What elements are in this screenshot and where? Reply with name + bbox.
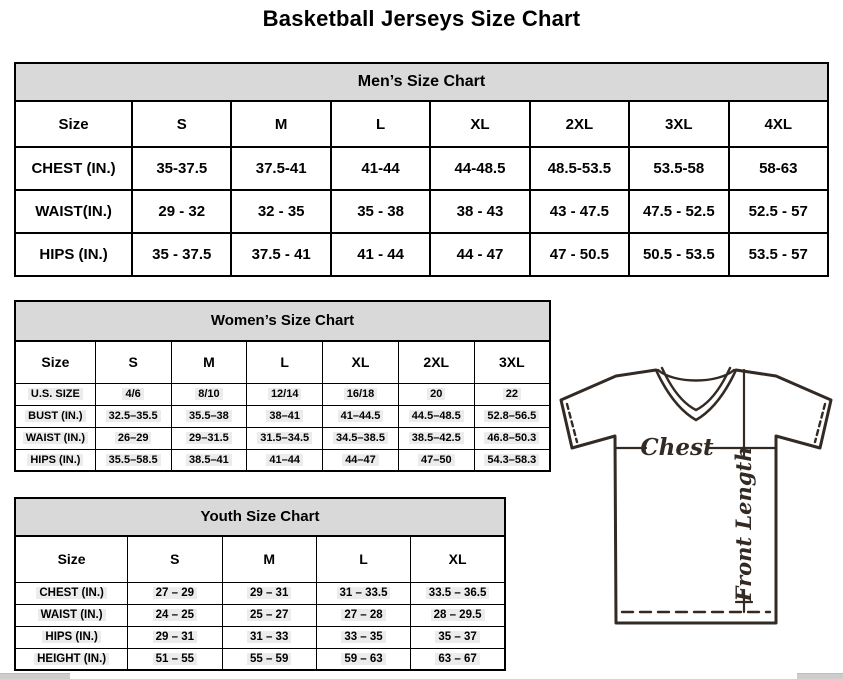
size-cell [171, 449, 247, 471]
cell-text: 59 – 63 [341, 653, 385, 665]
size-cell [411, 626, 505, 648]
cell-text: 41–44.5 [338, 410, 384, 422]
cell-text: WAIST (IN.) [23, 432, 88, 444]
size-cell: 41 - 44 [331, 233, 430, 276]
cell-text: 29 – 31 [247, 587, 291, 599]
size-column-header: Size [15, 536, 128, 582]
jersey-outline [561, 370, 831, 623]
size-cell: 44-48.5 [430, 147, 529, 190]
column-header: 4XL [729, 101, 829, 147]
cell-text: 29 – 31 [153, 631, 197, 643]
cell-text: 41–44 [266, 454, 303, 466]
cell-text: 38.5–42.5 [409, 432, 464, 444]
page-title: Basketball Jerseys Size Chart [262, 6, 581, 31]
cell-text: 38–41 [266, 410, 303, 422]
row-label [15, 427, 95, 449]
cell-text: 25 – 27 [247, 609, 291, 621]
cell-text: 22 [503, 388, 521, 400]
size-cell [128, 582, 222, 604]
size-cell [171, 405, 247, 427]
column-header: 2XL [530, 101, 629, 147]
column-header: S [132, 101, 231, 147]
cell-text: 27 – 28 [341, 609, 385, 621]
cell-text: 44–47 [342, 454, 379, 466]
cell-text: HEIGHT (IN.) [34, 653, 109, 665]
cell-text: 20 [427, 388, 445, 400]
size-cell: 37.5-41 [231, 147, 330, 190]
row-label [15, 582, 128, 604]
size-cell [95, 449, 171, 471]
row-label [15, 626, 128, 648]
youth-chart-title: Youth Size Chart [14, 497, 506, 535]
cell-text: CHEST (IN.) [36, 587, 107, 599]
size-cell [95, 405, 171, 427]
column-header: 3XL [474, 341, 550, 383]
table-row [15, 233, 828, 276]
size-cell [398, 427, 474, 449]
size-cell: 38 - 43 [430, 190, 529, 233]
size-cell [474, 383, 550, 405]
size-cell: 35 - 38 [331, 190, 430, 233]
size-cell [398, 383, 474, 405]
horizontal-scrollbar-fragment-right[interactable] [797, 673, 843, 679]
size-cell [316, 648, 410, 670]
cell-text: BUST (IN.) [25, 410, 85, 422]
cell-text: WAIST (IN.) [38, 609, 106, 621]
mens-size-chart-section [14, 62, 829, 277]
size-cell [474, 405, 550, 427]
table-row [15, 604, 505, 626]
size-cell [398, 405, 474, 427]
womens-size-table [14, 340, 551, 472]
cell-text: 54.3–58.3 [484, 454, 539, 466]
size-cell: 43 - 47.5 [530, 190, 629, 233]
size-cell [474, 427, 550, 449]
size-cell [247, 449, 323, 471]
cell-text: HIPS (IN.) [27, 454, 83, 466]
size-cell [323, 405, 399, 427]
column-header: L [247, 341, 323, 383]
cell-text: 35.5–58.5 [106, 454, 161, 466]
table-row [15, 190, 828, 233]
row-label: WAIST(IN.) [15, 190, 132, 233]
size-cell [247, 405, 323, 427]
table-row [15, 449, 550, 471]
horizontal-scrollbar-fragment-left[interactable] [0, 673, 70, 679]
cell-text: 33 – 35 [341, 631, 385, 643]
size-cell [222, 582, 316, 604]
size-cell: 41-44 [331, 147, 430, 190]
size-cell [316, 582, 410, 604]
jersey-diagram-svg [556, 362, 841, 662]
column-header: 2XL [398, 341, 474, 383]
row-label [15, 449, 95, 471]
table-row [15, 405, 550, 427]
size-cell [128, 604, 222, 626]
front-length-label: Front Length [731, 446, 756, 602]
row-label: HIPS (IN.) [15, 233, 132, 276]
column-header: S [95, 341, 171, 383]
row-label: CHEST (IN.) [15, 147, 132, 190]
column-header: M [231, 101, 330, 147]
size-cell: 47 - 50.5 [530, 233, 629, 276]
header-row [15, 341, 550, 383]
column-header: L [316, 536, 410, 582]
size-cell [128, 648, 222, 670]
size-cell [171, 427, 247, 449]
size-cell: 50.5 - 53.5 [629, 233, 728, 276]
size-cell: 53.5 - 57 [729, 233, 829, 276]
size-cell: 44 - 47 [430, 233, 529, 276]
column-header: XL [323, 341, 399, 383]
column-header: L [331, 101, 430, 147]
size-cell [323, 383, 399, 405]
cell-text: 51 – 55 [153, 653, 197, 665]
cell-text: 26–29 [115, 432, 152, 444]
size-cell [398, 449, 474, 471]
table-row [15, 383, 550, 405]
cell-text: 27 – 29 [153, 587, 197, 599]
cell-text: 47–50 [418, 454, 455, 466]
size-cell: 29 - 32 [132, 190, 231, 233]
column-header: M [222, 536, 316, 582]
header-row [15, 101, 828, 147]
cell-text: 55 – 59 [247, 653, 291, 665]
cell-text: 12/14 [268, 388, 302, 400]
column-header: 3XL [629, 101, 728, 147]
cell-text: 34.5–38.5 [333, 432, 388, 444]
size-cell [316, 626, 410, 648]
table-row [15, 626, 505, 648]
size-cell [247, 427, 323, 449]
table-row [15, 582, 505, 604]
size-cell: 37.5 - 41 [231, 233, 330, 276]
youth-size-table [14, 535, 506, 671]
cell-text: 31 – 33.5 [337, 587, 391, 599]
cell-text: 32.5–35.5 [106, 410, 161, 422]
size-column-header: Size [15, 101, 132, 147]
size-cell [171, 383, 247, 405]
size-cell [411, 648, 505, 670]
size-cell [411, 604, 505, 626]
size-cell: 48.5-53.5 [530, 147, 629, 190]
cell-text: 28 – 29.5 [431, 609, 485, 621]
cell-text: 31 – 33 [247, 631, 291, 643]
size-cell: 32 - 35 [231, 190, 330, 233]
cell-text: 52.8–56.5 [484, 410, 539, 422]
table-row [15, 147, 828, 190]
row-label [15, 405, 95, 427]
size-cell [323, 449, 399, 471]
size-cell [222, 648, 316, 670]
size-cell [222, 604, 316, 626]
row-label [15, 648, 128, 670]
row-label [15, 604, 128, 626]
cell-text: 4/6 [122, 388, 143, 400]
cell-text: 44.5–48.5 [409, 410, 464, 422]
jersey-measurement-diagram [556, 362, 841, 662]
size-cell: 35-37.5 [132, 147, 231, 190]
cell-text: HIPS (IN.) [42, 631, 100, 643]
size-cell: 58-63 [729, 147, 829, 190]
size-cell [316, 604, 410, 626]
cell-text: 16/18 [344, 388, 378, 400]
cell-text: 33.5 – 36.5 [426, 587, 490, 599]
cell-text: 29–31.5 [186, 432, 232, 444]
cell-text: 63 – 67 [435, 653, 479, 665]
size-cell [323, 427, 399, 449]
size-cell: 47.5 - 52.5 [629, 190, 728, 233]
cell-text: 24 – 25 [153, 609, 197, 621]
youth-size-chart-section [14, 497, 506, 671]
size-column-header: Size [15, 341, 95, 383]
size-cell: 53.5-58 [629, 147, 728, 190]
womens-size-chart-section [14, 300, 551, 472]
size-cell: 52.5 - 57 [729, 190, 829, 233]
table-row [15, 427, 550, 449]
size-cell [95, 427, 171, 449]
cell-text: U.S. SIZE [28, 388, 83, 400]
table-row [15, 648, 505, 670]
header-row [15, 536, 505, 582]
mens-chart-title: Men’s Size Chart [14, 62, 829, 100]
size-cell [247, 383, 323, 405]
cell-text: 46.8–50.3 [484, 432, 539, 444]
womens-chart-title: Women’s Size Chart [14, 300, 551, 340]
collar-band-arc [658, 370, 734, 381]
size-cell [474, 449, 550, 471]
size-cell: 35 - 37.5 [132, 233, 231, 276]
cell-text: 8/10 [195, 388, 222, 400]
column-header: S [128, 536, 222, 582]
cell-text: 35.5–38 [186, 410, 232, 422]
size-cell [128, 626, 222, 648]
row-label [15, 383, 95, 405]
column-header: XL [411, 536, 505, 582]
chest-label: Chest [640, 434, 714, 461]
cell-text: 38.5–41 [186, 454, 232, 466]
collar-inner-line [662, 368, 730, 410]
column-header: M [171, 341, 247, 383]
size-cell [411, 582, 505, 604]
cell-text: 31.5–34.5 [257, 432, 312, 444]
size-cell [95, 383, 171, 405]
cell-text: 35 – 37 [435, 631, 479, 643]
mens-size-table [14, 100, 829, 277]
size-cell [222, 626, 316, 648]
column-header: XL [430, 101, 529, 147]
